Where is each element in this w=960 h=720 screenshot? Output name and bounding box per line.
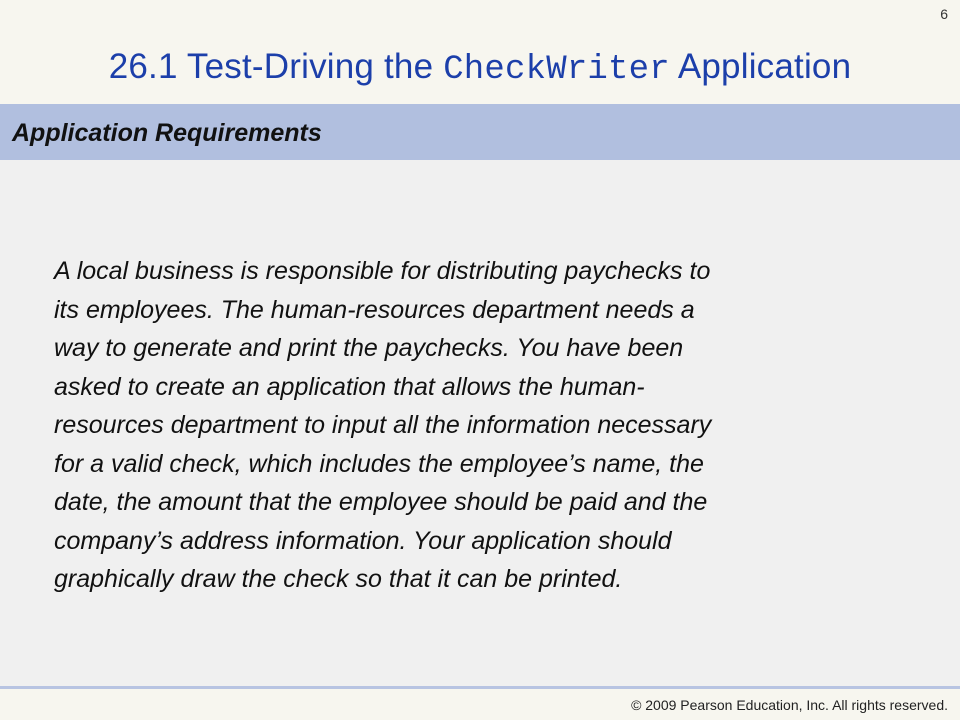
- paragraph-line: resources department to input all the information necessary: [54, 411, 712, 439]
- title-suffix: Application: [669, 47, 852, 86]
- paragraph-line: A local business is responsible for distributing paychecks to: [54, 257, 711, 285]
- copyright-notice: © 2009 Pearson Education, Inc. All rights reserved.: [631, 697, 948, 713]
- paragraph-line: for a valid check, which includes the employee’s name, the: [54, 449, 704, 478]
- paragraph-line: asked to create an application that allows the human-: [54, 372, 645, 401]
- slide-title: [0, 47, 960, 89]
- requirements-paragraph: [54, 252, 914, 599]
- paragraph-line: way to generate and print the paychecks. You have been: [54, 334, 684, 362]
- paragraph-line: company’s address information. Your application should: [54, 526, 672, 555]
- subheader-band: [0, 104, 960, 160]
- slide-number: 6: [940, 6, 948, 22]
- title-prefix: 26.1 Test-Driving the: [108, 47, 444, 86]
- paragraph-line: its employees. The human-resources department needs a: [54, 295, 695, 324]
- subheader-title: Application Requirements: [12, 119, 322, 147]
- paragraph-line: graphically draw the check so that it can be printed.: [54, 565, 623, 593]
- paragraph-line: date, the amount that the employee should be paid and the: [54, 488, 708, 516]
- title-app-name: CheckWriter: [443, 51, 670, 89]
